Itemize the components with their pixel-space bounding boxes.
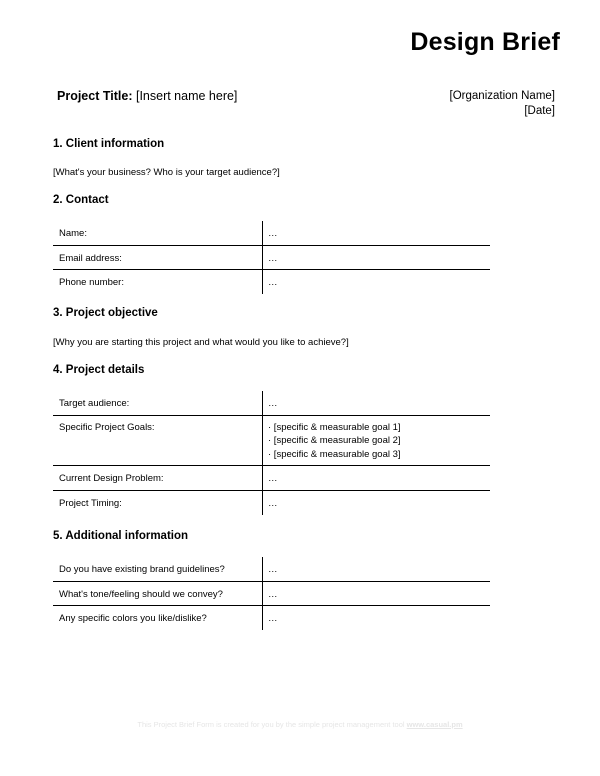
- section-heading-details: 4. Project details: [53, 364, 145, 376]
- section-heading-contact: 2. Contact: [53, 194, 109, 206]
- organization-block: [450, 89, 555, 119]
- table-row: [53, 557, 490, 581]
- client-prompt: [What's your business? Who is your target audience?]: [53, 167, 280, 178]
- section-heading-objective: 3. Project objective: [53, 307, 158, 319]
- contact-phone-label: Phone number:: [53, 269, 263, 294]
- footer-note: [0, 720, 600, 729]
- goal-item: · [specific & measurable goal 2]: [268, 435, 401, 446]
- project-goals-list: [263, 415, 491, 465]
- target-audience-value: …: [263, 391, 491, 415]
- project-title: [57, 89, 237, 103]
- table-row: [53, 245, 490, 269]
- document-title: Design Brief: [410, 28, 560, 56]
- contact-name-label: Name:: [53, 221, 263, 245]
- table-row: [53, 415, 490, 465]
- contact-name-value: …: [263, 221, 491, 245]
- project-goals-label: Specific Project Goals:: [53, 415, 263, 465]
- additional-table: [53, 557, 490, 630]
- objective-prompt: [Why you are starting this project and what would you like to achieve?]: [53, 337, 349, 348]
- target-audience-label: Target audience:: [53, 391, 263, 415]
- goal-item: · [specific & measurable goal 3]: [268, 448, 401, 460]
- details-table: [53, 391, 490, 515]
- contact-phone-value: …: [268, 276, 278, 288]
- colors-label: Any specific colors you like/dislike?: [53, 605, 263, 630]
- brand-guidelines-value: …: [263, 557, 491, 581]
- table-row: [53, 465, 490, 490]
- table-row: [53, 490, 490, 515]
- table-row: [53, 605, 490, 630]
- design-problem-value: …: [263, 465, 491, 490]
- project-timing-value: …: [268, 497, 278, 509]
- organization-name: [Organization Name]: [449, 90, 555, 102]
- design-problem-label: Current Design Problem:: [53, 465, 263, 490]
- project-timing-label: Project Timing:: [53, 490, 263, 515]
- footer-text: This Project Brief Form is created for you by the simple project management tool: [137, 720, 407, 729]
- contact-email-label: Email address:: [53, 245, 263, 269]
- project-title-label: Project Title:: [57, 89, 133, 103]
- contact-table: [53, 221, 490, 294]
- date: [Date]: [524, 105, 555, 117]
- table-row: [53, 391, 490, 415]
- colors-value: …: [268, 612, 278, 624]
- contact-email-value: …: [263, 245, 491, 269]
- table-row: [53, 581, 490, 605]
- section-heading-additional: 5. Additional information: [53, 530, 189, 542]
- section-heading-client: 1. Client information: [53, 138, 165, 150]
- tone-feeling-value: …: [263, 581, 491, 605]
- project-title-value: [Insert name here]: [135, 89, 238, 103]
- table-row: [53, 269, 490, 294]
- goal-item: · [specific & measurable goal 1]: [268, 421, 401, 433]
- table-row: [53, 221, 490, 245]
- brand-guidelines-label: Do you have existing brand guidelines?: [53, 557, 263, 581]
- tone-feeling-label: What's tone/feeling should we convey?: [53, 581, 263, 605]
- footer-link[interactable]: www.casual.pm: [406, 720, 463, 729]
